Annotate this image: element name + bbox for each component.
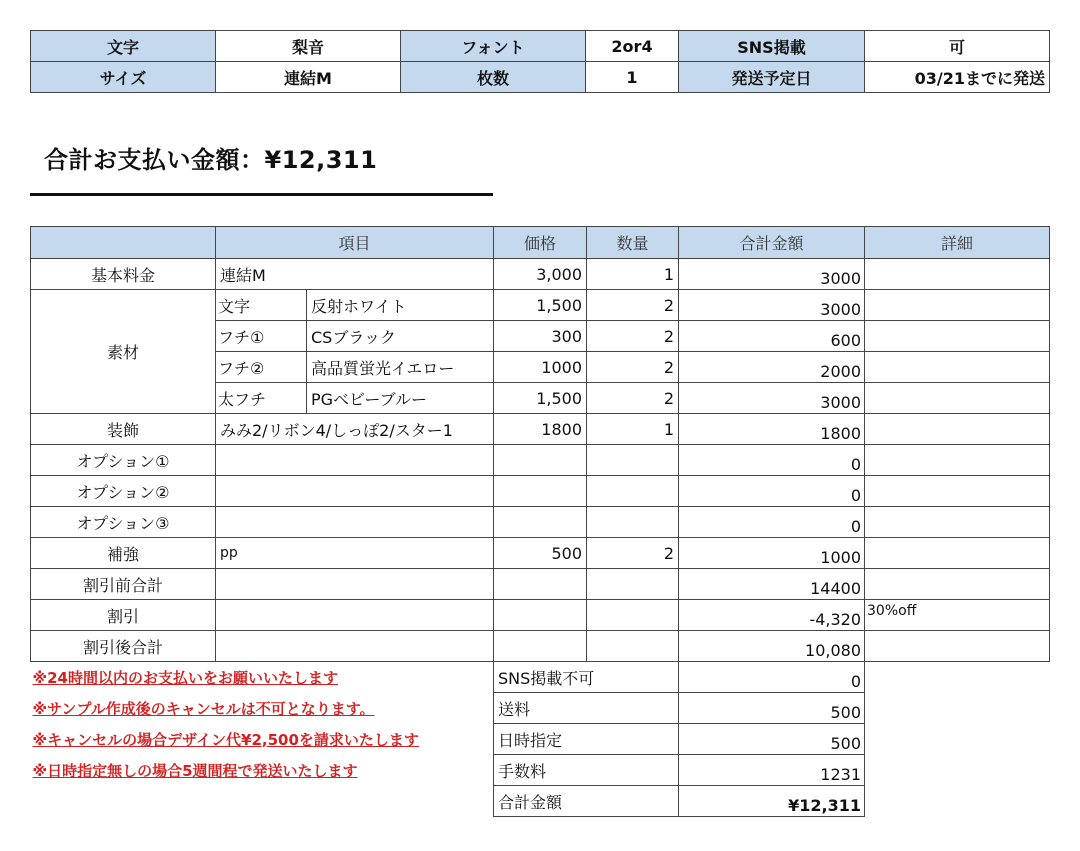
material-item: PGベビーブルー bbox=[307, 383, 494, 414]
row-total: -4,320 bbox=[679, 600, 865, 631]
material-sub: 太フチ bbox=[216, 383, 307, 414]
row-price: 300 bbox=[494, 321, 587, 352]
row-price: 1,500 bbox=[494, 290, 587, 321]
row-detail bbox=[865, 445, 1050, 476]
row-item: 連結M bbox=[216, 259, 494, 290]
row-qty bbox=[587, 476, 679, 507]
extra-label: 送料 bbox=[494, 693, 679, 724]
info-label-ship-date: 発送予定日 bbox=[679, 62, 865, 93]
row-item bbox=[216, 600, 494, 631]
info-value-size: 連結M bbox=[216, 62, 401, 93]
table-row bbox=[31, 662, 1050, 693]
header-detail: 詳細 bbox=[865, 227, 1050, 259]
row-qty: 2 bbox=[587, 383, 679, 414]
row-detail bbox=[865, 259, 1050, 290]
table-row bbox=[31, 600, 1050, 631]
note-cell bbox=[31, 693, 494, 724]
row-price: 500 bbox=[494, 538, 587, 569]
material-sub: フチ② bbox=[216, 352, 307, 383]
row-detail: 30%off bbox=[865, 600, 1050, 631]
extra-total: 0 bbox=[679, 662, 865, 693]
row-qty: 2 bbox=[587, 290, 679, 321]
row-price: 3,000 bbox=[494, 259, 587, 290]
note-cell bbox=[31, 755, 494, 786]
info-value-text: 梨音 bbox=[216, 31, 401, 62]
row-price: 1800 bbox=[494, 414, 587, 445]
table-row bbox=[31, 786, 1050, 817]
row-detail bbox=[865, 383, 1050, 414]
header-total: 合計金額 bbox=[679, 227, 865, 259]
row-qty: 1 bbox=[587, 259, 679, 290]
row-total: 3000 bbox=[679, 383, 865, 414]
material-item: 反射ホワイト bbox=[307, 290, 494, 321]
row-price bbox=[494, 445, 587, 476]
table-row bbox=[31, 693, 1050, 724]
header-qty: 数量 bbox=[587, 227, 679, 259]
table-row bbox=[31, 538, 1050, 569]
info-label-font: フォント bbox=[401, 31, 586, 62]
row-qty: 2 bbox=[587, 321, 679, 352]
title-underline bbox=[30, 193, 493, 196]
row-total: 14400 bbox=[679, 569, 865, 600]
payment-note: ※24時間以内のお支払いをお願いいたします bbox=[32, 668, 338, 687]
row-total: 0 bbox=[679, 476, 865, 507]
blank-cell bbox=[865, 755, 1050, 786]
info-row bbox=[31, 31, 1050, 62]
row-price bbox=[494, 476, 587, 507]
table-row bbox=[31, 724, 1050, 755]
extra-label: 手数料 bbox=[494, 755, 679, 786]
row-qty bbox=[587, 445, 679, 476]
order-info-table bbox=[30, 30, 1050, 93]
table-row bbox=[31, 290, 1050, 321]
table-row bbox=[31, 755, 1050, 786]
row-detail bbox=[865, 290, 1050, 321]
info-value-font: 2or4 bbox=[586, 31, 679, 62]
row-qty bbox=[587, 600, 679, 631]
table-header-row bbox=[31, 227, 1050, 259]
row-label: オプション③ bbox=[31, 507, 216, 538]
row-item: みみ2/リボン4/しっぽ2/スター1 bbox=[216, 414, 494, 445]
row-detail bbox=[865, 569, 1050, 600]
header-price: 価格 bbox=[494, 227, 587, 259]
row-detail bbox=[865, 414, 1050, 445]
row-label: 装飾 bbox=[31, 414, 216, 445]
info-label-sns: SNS掲載 bbox=[679, 31, 865, 62]
blank-cell bbox=[865, 724, 1050, 755]
row-label: 補強 bbox=[31, 538, 216, 569]
row-item bbox=[216, 631, 494, 662]
row-detail bbox=[865, 538, 1050, 569]
row-label: オプション② bbox=[31, 476, 216, 507]
material-sub: 文字 bbox=[216, 290, 307, 321]
extra-total: 1231 bbox=[679, 755, 865, 786]
row-label: 割引 bbox=[31, 600, 216, 631]
note-cell bbox=[31, 724, 494, 755]
row-qty: 2 bbox=[587, 538, 679, 569]
row-label: オプション① bbox=[31, 445, 216, 476]
row-price bbox=[494, 507, 587, 538]
cancel-note: ※サンプル作成後のキャンセルは不可となります。 bbox=[32, 699, 375, 718]
header-blank bbox=[31, 227, 216, 259]
row-total: 10,080 bbox=[679, 631, 865, 662]
row-detail bbox=[865, 321, 1050, 352]
row-item bbox=[216, 445, 494, 476]
row-total: 1800 bbox=[679, 414, 865, 445]
table-row bbox=[31, 569, 1050, 600]
extra-total: 500 bbox=[679, 724, 865, 755]
row-detail bbox=[865, 631, 1050, 662]
row-total: 3000 bbox=[679, 259, 865, 290]
design-fee-note: ※キャンセルの場合デザイン代¥2,500を請求いたします bbox=[32, 730, 419, 749]
info-label-size: サイズ bbox=[31, 62, 216, 93]
table-row bbox=[31, 631, 1050, 662]
header-item: 項目 bbox=[216, 227, 494, 259]
row-qty: 1 bbox=[587, 414, 679, 445]
extra-total: 500 bbox=[679, 693, 865, 724]
shipping-note: ※日時指定無しの場合5週間程で発送いたします bbox=[32, 761, 358, 780]
info-row bbox=[31, 62, 1050, 93]
row-label: 基本料金 bbox=[31, 259, 216, 290]
blank-cell bbox=[865, 662, 1050, 693]
row-total: 0 bbox=[679, 507, 865, 538]
grand-total-value: ¥12,311 bbox=[679, 786, 865, 817]
price-breakdown-table bbox=[30, 226, 1050, 817]
row-total: 0 bbox=[679, 445, 865, 476]
row-label: 割引後合計 bbox=[31, 631, 216, 662]
row-price: 1,500 bbox=[494, 383, 587, 414]
row-detail bbox=[865, 476, 1050, 507]
row-item bbox=[216, 476, 494, 507]
info-label-count: 枚数 bbox=[401, 62, 586, 93]
info-value-count: 1 bbox=[586, 62, 679, 93]
row-label: 割引前合計 bbox=[31, 569, 216, 600]
row-item bbox=[216, 569, 494, 600]
info-label-text: 文字 bbox=[31, 31, 216, 62]
row-qty bbox=[587, 631, 679, 662]
extra-label: SNS掲載不可 bbox=[494, 662, 679, 693]
row-item: pp bbox=[216, 538, 494, 569]
material-item: 高品質蛍光イエロー bbox=[307, 352, 494, 383]
table-row bbox=[31, 414, 1050, 445]
row-price bbox=[494, 631, 587, 662]
material-item: CSブラック bbox=[307, 321, 494, 352]
row-qty bbox=[587, 507, 679, 538]
row-total: 3000 bbox=[679, 290, 865, 321]
material-sub: フチ① bbox=[216, 321, 307, 352]
row-price bbox=[494, 569, 587, 600]
info-value-sns: 可 bbox=[865, 31, 1050, 62]
row-total: 600 bbox=[679, 321, 865, 352]
table-row bbox=[31, 445, 1050, 476]
total-payment-title: 合計お支払い金額：¥12,311 bbox=[44, 146, 378, 174]
row-detail bbox=[865, 352, 1050, 383]
blank-cell bbox=[865, 693, 1050, 724]
row-qty bbox=[587, 569, 679, 600]
note-cell bbox=[31, 662, 494, 693]
blank-cell bbox=[31, 786, 494, 817]
row-price bbox=[494, 600, 587, 631]
info-value-ship-date: 03/21までに発送 bbox=[865, 62, 1050, 93]
table-row bbox=[31, 507, 1050, 538]
extra-label: 日時指定 bbox=[494, 724, 679, 755]
table-row bbox=[31, 476, 1050, 507]
row-item bbox=[216, 507, 494, 538]
row-total: 2000 bbox=[679, 352, 865, 383]
row-detail bbox=[865, 507, 1050, 538]
blank-cell bbox=[865, 786, 1050, 817]
row-qty: 2 bbox=[587, 352, 679, 383]
row-total: 1000 bbox=[679, 538, 865, 569]
table-row bbox=[31, 259, 1050, 290]
material-label: 素材 bbox=[31, 290, 216, 414]
grand-total-label: 合計金額 bbox=[494, 786, 679, 817]
row-price: 1000 bbox=[494, 352, 587, 383]
